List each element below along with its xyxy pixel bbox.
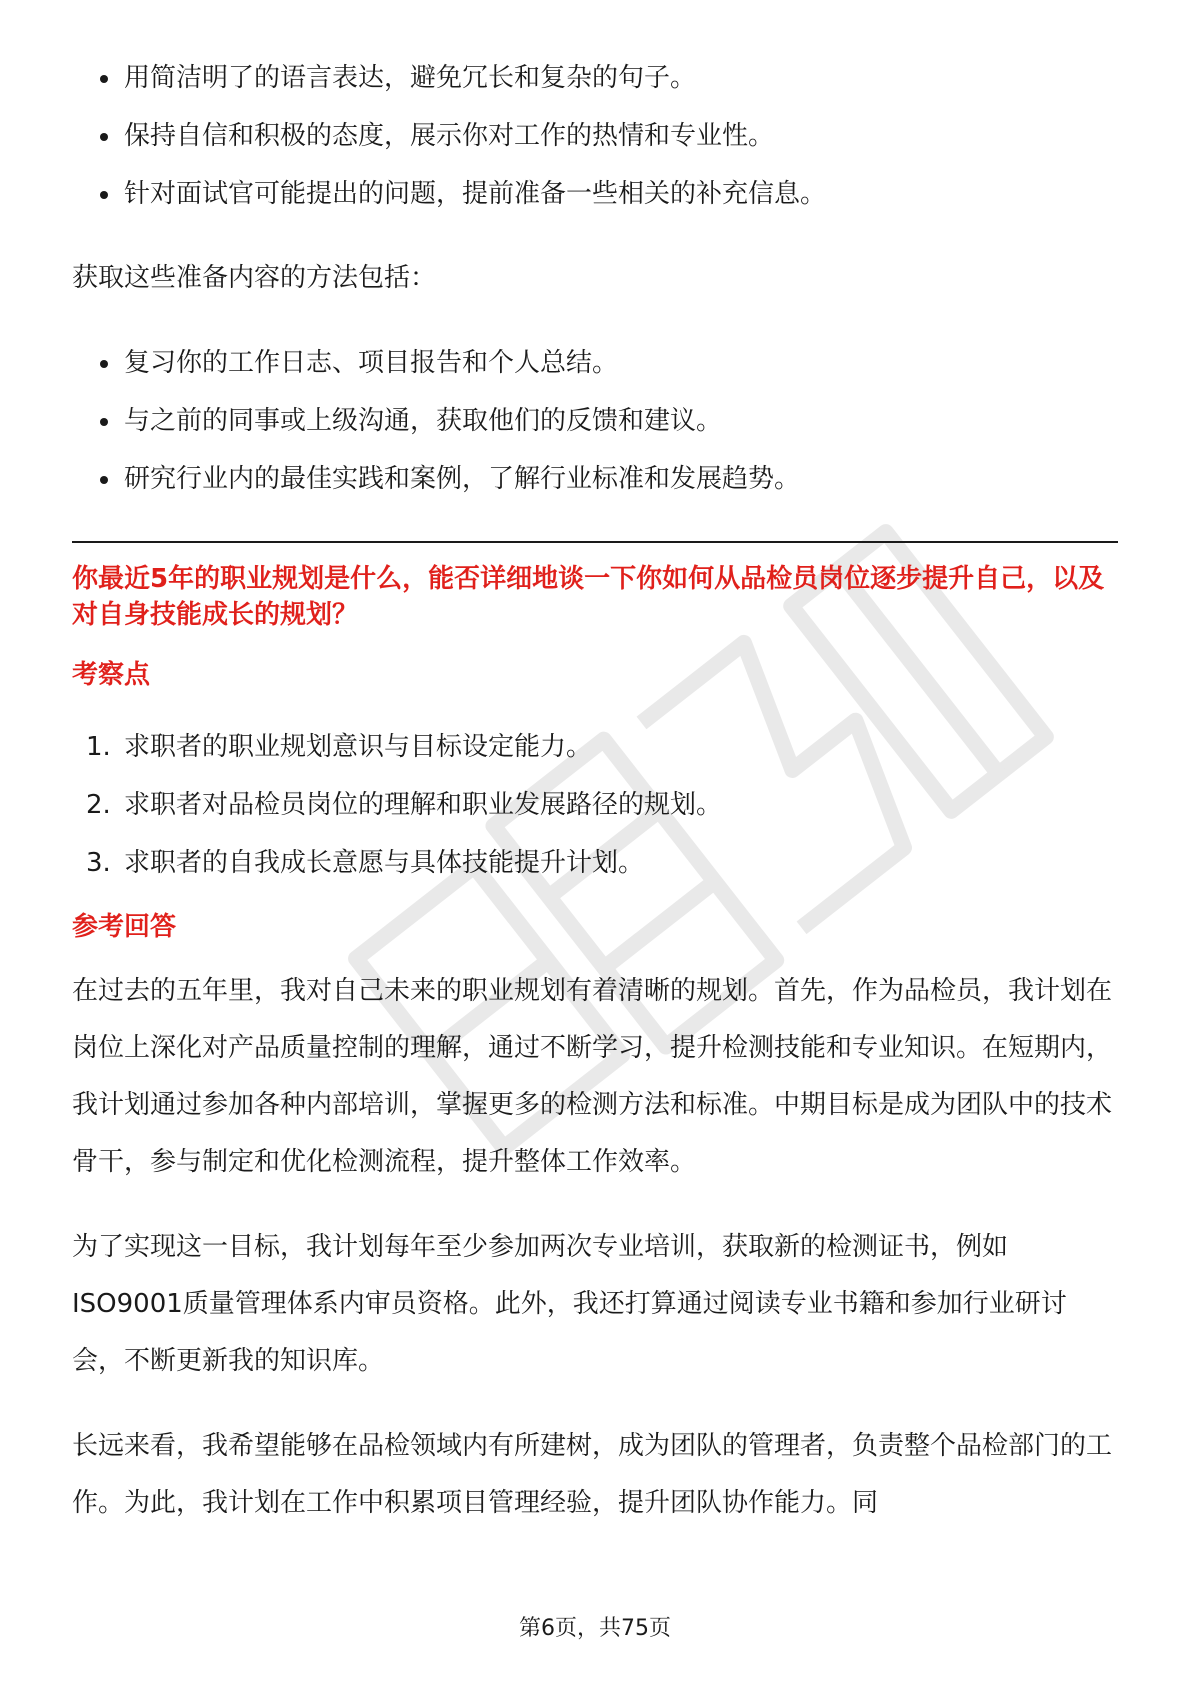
list-item: 针对面试官可能提出的问题，提前准备一些相关的补充信息。	[72, 174, 1118, 214]
list-item	[72, 727, 1118, 767]
answer-heading: 参考回答	[72, 912, 177, 942]
list-item: 研究行业内的最佳实践和案例，了解行业标准和发展趋势。	[72, 459, 1118, 499]
list-item	[72, 785, 1118, 825]
answer-body	[72, 963, 1118, 1532]
exam-points-list	[72, 727, 1118, 883]
answer-paragraph: 为了实现这一目标，我计划每年至少参加两次专业培训，获取新的检测证书，例如ISO9001质量管理体系内审员资格。此外，我还打算通过阅读专业书籍和参加行业研讨会，不断更新我的知识库。	[72, 1232, 1067, 1376]
interview-question: 你最近5年的职业规划是什么，能否详细地谈一下你如何从品检员岗位逐步提升自己，以及对自身技能成长的规划？	[72, 564, 1105, 630]
tips-list	[72, 58, 1118, 214]
list-number: 3.	[86, 848, 111, 878]
list-text: 求职者的职业规划意识与目标设定能力。	[124, 732, 593, 762]
methods-intro: 获取这些准备内容的方法包括：	[72, 263, 437, 293]
answer-paragraph: 长远来看，我希望能够在品检领域内有所建树，成为团队的管理者，负责整个品检部门的工作。为此，我计划在工作中积累项目管理经验，提升团队协作能力。同	[72, 1431, 1113, 1518]
list-number: 2.	[86, 790, 111, 820]
list-number: 1.	[86, 732, 111, 762]
list-item	[72, 843, 1118, 883]
list-text: 求职者的自我成长意愿与具体技能提升计划。	[124, 848, 645, 878]
methods-list	[72, 343, 1118, 499]
page-content	[72, 58, 1118, 1560]
list-text: 求职者对品检员岗位的理解和职业发展路径的规划。	[124, 790, 723, 820]
exam-points-heading: 考察点	[72, 660, 151, 690]
list-item: 用简洁明了的语言表达，避免冗长和复杂的句子。	[72, 58, 1118, 98]
page-footer: 第6页，共75页	[519, 1616, 671, 1641]
answer-paragraph: 在过去的五年里，我对自己未来的职业规划有着清晰的规划。首先，作为品检员，我计划在岗位上深化对产品质量控制的理解，通过不断学习，提升检测技能和专业知识。在短期内，我计划通过参加各种内部培训，掌握更多的检测方法和标准。中期目标是成为团队中的技术骨干，参与制定和优化检测流程，提升整体工作效率。	[72, 976, 1113, 1177]
list-item: 保持自信和积极的态度，展示你对工作的热情和专业性。	[72, 116, 1118, 156]
section-divider	[72, 541, 1118, 543]
list-item: 与之前的同事或上级沟通，获取他们的反馈和建议。	[72, 401, 1118, 441]
list-item: 复习你的工作日志、项目报告和个人总结。	[72, 343, 1118, 383]
